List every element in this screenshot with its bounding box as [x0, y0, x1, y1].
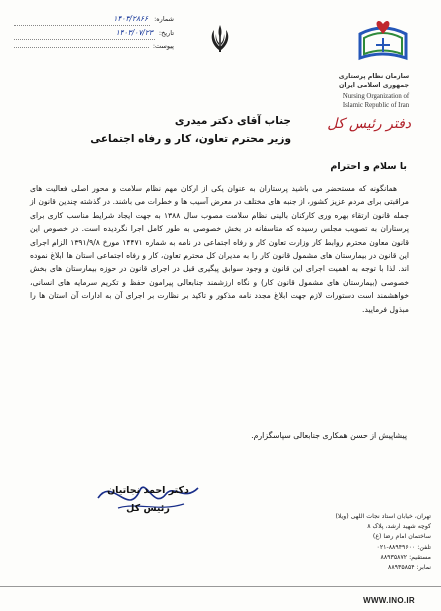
org-name-fa-line1: سازمان نظام پرستاری	[338, 73, 410, 80]
number-label: شماره:	[154, 15, 174, 23]
nursing-organization-logo	[352, 14, 414, 68]
org-name-fa-line2: جمهوری اسلامی ایران	[338, 82, 410, 89]
number-value: ۱۴۰۳/۲۸۶۶	[14, 12, 150, 26]
letter-body	[30, 182, 409, 316]
iran-emblem-icon	[203, 22, 237, 56]
letter-meta	[14, 12, 174, 53]
body-paragraph: همانگونه که مستحضر می باشید پرستاران به عنوان یکی از ارکان مهم نظام سلامت و محور اصلی فعالیت های مراقبتی برای مردم عزیز کشور، از جنبه های مختلف در معرض آسیب ها و خطرات می باشند. در گذشته چندین قانون از جمله قانون ارتقاء بهره وری کارکنان بالینی نظام سلامت مصوب سال ۱۳۸۸ به جهت ایجاد شرایط مناسب کاری برای پرستاران به تصویب مجلس رسیده که متاسفانه در بخش خصوصی به طور کامل اجرا نگردیده است. در خصوص این قانون معاون محترم روابط کار وزارت تعاون کار و رفاه اجتماعی در نامه به شماره ۱۴۴۷۱ مورخ ۱۳۹۱/۹/۸ الزام اجرای این قانون در بیمارستان های مشمول قانون کار را به مدیران کل محترم تعاون، کار و رفاه اجتماعی استان ها ابلاغ نموده اند. لذا با توجه به اهمیت اجرای این قانون و وجود سوابق پیگیری قبل در اجرای قانون در حوزه بیمارستان های بخش خصوصی (بیمارستان های مشمول قانون کار) و نگاه ارزشمند جنابعالی پیرامون حفظ و تکریم سرمایه های انسانی، خواهشمند است دستورات لازم جهت ابلاغ مجدد نامه مذکور و تاکید بر نظارت بر اجرای آن به ادارات آن استان ها را مبذول فرمایید.	[30, 184, 410, 314]
signatory-block	[98, 482, 198, 518]
greeting: با سلام و احترام	[330, 161, 407, 172]
website-link[interactable]: WWW.INO.IR	[363, 596, 415, 605]
contact-block	[301, 512, 431, 573]
phone-number: تلفن: ۸۸۹۴۹۶۰۰-۰۲۱	[376, 543, 431, 551]
organization-name-en	[317, 92, 435, 110]
meta-attachment-row	[14, 40, 174, 53]
fax-number: نمابر: ۸۸۹۳۵۸۵۴	[388, 564, 431, 572]
address-line-3: ساختمان امام رضا (ع)	[372, 533, 431, 541]
date-value: ۱۴۰۳/۰۷/۲۳	[14, 26, 155, 40]
footer-divider	[0, 586, 441, 587]
signatory-name: دکتر احمد نجاتیان	[107, 485, 189, 496]
meta-number-row	[14, 12, 174, 26]
closing-line: پیشاپیش از حسن همکاری جنابعالی سپاسگزارم.	[251, 431, 407, 440]
address-line-2: کوچه شهید ارشد، پلاک ۸	[367, 523, 431, 531]
org-name-en-line2: Islamic Republic of Iran	[342, 102, 410, 109]
address-line-1: تهران، خیابان استاد نجات اللهی (ویلا)	[335, 513, 431, 520]
addressee-block	[90, 112, 291, 148]
signatory-title: رئیس کل	[126, 503, 170, 514]
meta-date-row	[14, 26, 174, 40]
organization-name-fa	[319, 72, 429, 90]
org-name-en-line1: Nursing Organization of	[342, 93, 410, 100]
addressee-title: وزیر محترم تعاون، کار و رفاه اجتماعی	[90, 133, 291, 145]
office-of-president-heading: دفتر رئیس کل	[327, 116, 411, 132]
attachment-value	[14, 47, 149, 48]
addressee-name: جناب آقای دکتر میدری	[174, 115, 291, 127]
date-label: تاریخ:	[158, 29, 174, 37]
direct-number: مستقیم: ۸۸۹۳۵۸۷۲	[380, 553, 431, 561]
attachment-label: پیوست:	[152, 42, 174, 50]
